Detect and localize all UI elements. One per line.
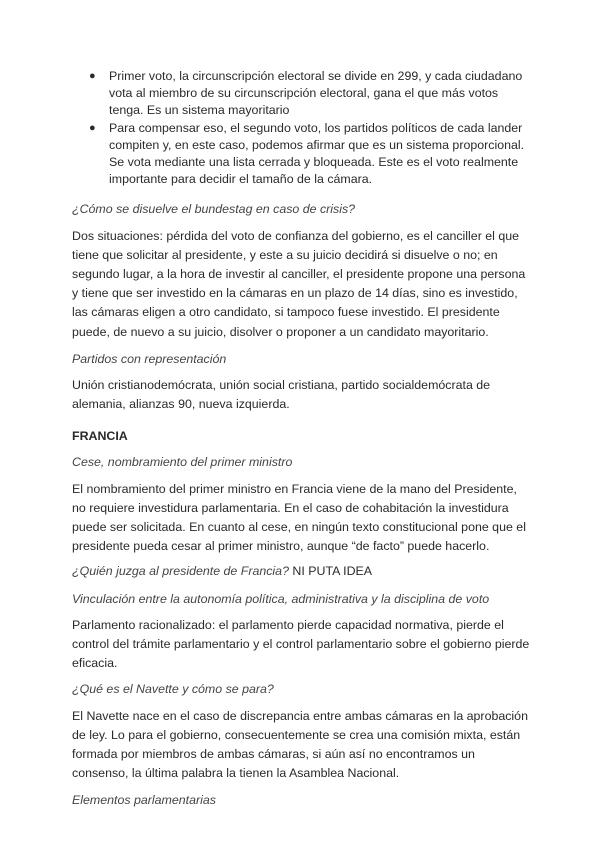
bullet-icon: ● [89, 70, 96, 82]
question-dissolution: ¿Cómo se disuelve el bundestag en caso de crisis? [72, 202, 356, 217]
paragraph-navette: El Navette nace en el caso de discrepancia entre ambas cámaras en la aprobación de ley. Lo para el gobierno, consecuentemente se crea una comisión mixta, están formada por miembros de ambas cámaras, si aún así no encontramos un consenso, la última palabra la tienen la Asamblea Nacional. [72, 708, 528, 781]
paragraph-prime-minister: El nombramiento del primer ministro en Francia viene de la mano del Presidente, no requiere investidura parlamentaria. En el caso de cohabitación la investidura puede ser solicitada. En cuanto al cese, en ningún texto constitucional pone que el presidente pueda cesar al primer ministro, aunque “de facto” puede hacerlo. [72, 481, 526, 554]
bullet-icon: ● [89, 121, 96, 134]
list-item-text: Para compensar eso, el segundo voto, los partidos políticos de cada lander compiten y, en este caso, podemos afirmar que es un sistema proporcional. Se vota mediante una lista cerrada y bloqueada. Este es el voto realmente importante para decidir el tamaño de la cámara. [109, 120, 525, 187]
paragraph-autonomy: Parlamento racionalizado: el parlamento pierde capacidad normativa, pierde el control del trámite parlamentario y el control parlamentario sobre el gobierno pierde eficacia. [72, 617, 530, 671]
question-prime-minister: Cese, nombramiento del primer ministro [72, 455, 293, 470]
question-elements: Elementos parlamentarias [72, 792, 216, 807]
list-item [72, 68, 530, 120]
list-item-text: Primer voto, la circunscripción electoral se divide en 299, y cada ciudadano vota al miembro de su circunscripción electoral, gana el que más votos tenga. Es un sistema mayoritario [109, 69, 523, 118]
question-president-judge-text: ¿Quién juzga al presidente de Francia? [72, 564, 289, 579]
bullet-list [72, 68, 530, 188]
list-item [72, 120, 530, 189]
question-parties: Partidos con representación [72, 351, 227, 366]
paragraph-parties: Unión cristianodemócrata, unión social cristiana, partido socialdemócrata de alemania, alianzas 90, nueva izquierda. [72, 378, 491, 412]
question-navette: ¿Qué es el Navette y cómo se para? [72, 682, 274, 697]
paragraph-dissolution: Dos situaciones: pérdida del voto de confianza del gobierno, es el canciller el que tiene que solicitar al presidente, y este a su juicio decidirá si disuelve o no; en segundo lugar, a la hora de investir al canciller, el presidente propone una persona y tiene que ser investido en la cámaras en un plazo de 14 días, sino es investido, las cámaras eligen a otro candidato, si tampoco fuese investido. El presidente puede, de nuevo a su juicio, disolver o proponer a un candidato mayoritario. [72, 228, 526, 339]
question-autonomy: Vinculación entre la autonomía política, administrativa y la disciplina de voto [72, 591, 490, 606]
question-president-judge [72, 563, 530, 580]
question-president-judge-answer: NI PUTA IDEA [288, 564, 373, 579]
section-heading: FRANCIA [72, 429, 128, 444]
